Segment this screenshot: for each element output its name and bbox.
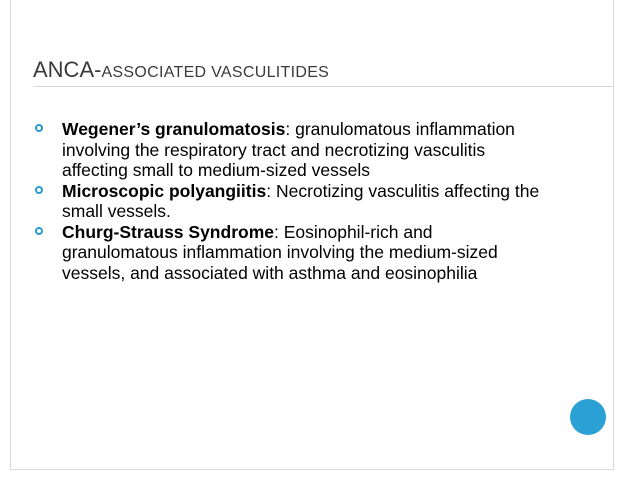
bullet-circle-icon xyxy=(35,186,43,194)
bullet-description: : Eosinophil-rich and granulomatous inflammation involving the medium-sized vessels, and associated with asthma and eosinophilia xyxy=(62,221,498,283)
bullet-circle-icon xyxy=(35,124,43,132)
bullet-item-microscopic-polyangiitis xyxy=(33,181,553,222)
slide-title-lead: ANCA- xyxy=(33,57,102,82)
bullet-term: Microscopic polyangiitis xyxy=(62,180,267,201)
bullet-circle-icon xyxy=(35,227,43,235)
bullet-list xyxy=(33,119,553,283)
slide-title xyxy=(33,50,329,82)
slide-title-rest: ASSOCIATED VASCULITIDES xyxy=(101,64,330,81)
corner-circle-icon xyxy=(570,399,606,435)
bullet-description: : Necrotizing vasculitis affecting the small vessels. xyxy=(62,180,540,221)
bullet-item-wegener xyxy=(33,119,553,181)
bullet-term: Churg-Strauss Syndrome xyxy=(62,221,274,242)
title-divider xyxy=(33,86,614,87)
bullet-description: : granulomatous inflammation involving the respiratory tract and necrotizing vasculitis affecting small to medium-sized vessels xyxy=(62,119,515,180)
bullet-item-churg-strauss xyxy=(33,222,553,284)
bullet-term: Wegener’s granulomatosis xyxy=(62,119,286,139)
